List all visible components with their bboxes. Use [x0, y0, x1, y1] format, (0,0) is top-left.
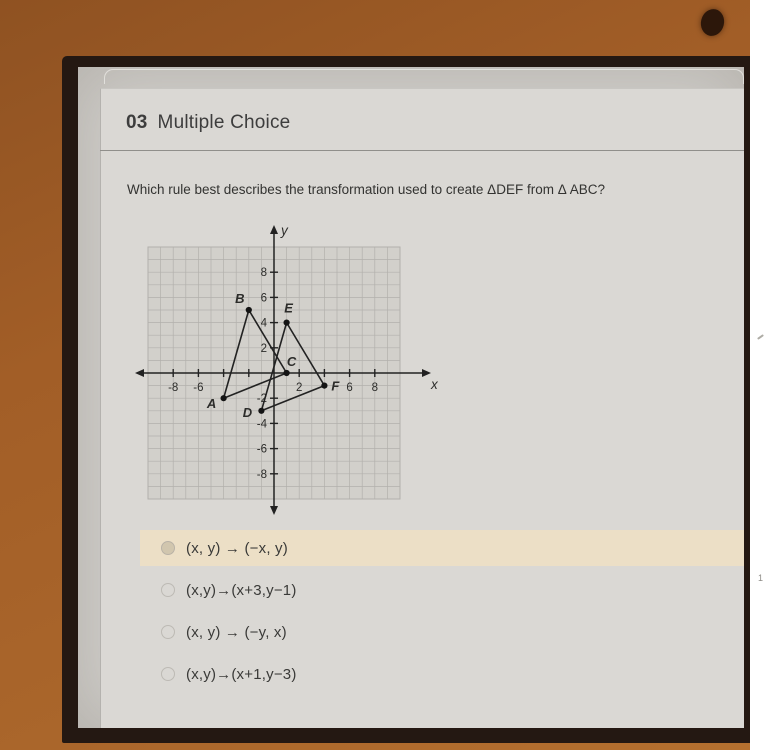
pencil-smudge	[757, 334, 764, 340]
wall-hole-dot	[698, 7, 727, 39]
svg-text:B: B	[235, 291, 245, 306]
svg-text:-8: -8	[256, 468, 267, 481]
coordinate-grid	[134, 215, 446, 521]
answer-option-1[interactable]	[140, 530, 744, 566]
question-header	[126, 103, 290, 143]
answer-options	[101, 530, 744, 698]
svg-text:8: 8	[260, 267, 267, 280]
svg-text:8: 8	[371, 382, 379, 394]
svg-text:-6: -6	[256, 443, 267, 456]
svg-text:-2: -2	[256, 393, 267, 406]
radio-button[interactable]	[161, 667, 175, 681]
radio-button[interactable]	[161, 625, 175, 639]
svg-text:6: 6	[260, 292, 267, 305]
radio-button[interactable]	[161, 541, 175, 555]
question-number: 03	[126, 112, 148, 133]
header-divider	[100, 150, 744, 151]
question-text: Which rule best describes the transformation used to create ΔDEF from Δ ABC?	[127, 182, 605, 197]
svg-text:A: A	[206, 396, 217, 412]
svg-text:x: x	[431, 377, 438, 392]
radio-button[interactable]	[161, 583, 175, 597]
coordinate-graph	[134, 215, 446, 521]
svg-text:y: y	[281, 223, 288, 238]
stray-mark: 1	[758, 573, 764, 583]
svg-text:-8: -8	[168, 382, 179, 394]
svg-text:2: 2	[260, 342, 267, 355]
screen-content	[78, 67, 764, 728]
svg-text:E: E	[284, 300, 293, 316]
svg-text:F: F	[331, 378, 340, 394]
svg-text:-6: -6	[193, 382, 204, 394]
browser-frame-edge	[104, 69, 744, 84]
svg-text:4: 4	[260, 317, 267, 330]
answer-option-3[interactable]	[101, 614, 744, 650]
option-label: (x, y) → (−x, y)	[186, 539, 288, 557]
svg-text:6: 6	[346, 382, 353, 394]
answer-option-4[interactable]	[101, 656, 744, 692]
option-label: (x,y)→(x+3,y−1)	[186, 581, 297, 599]
svg-text:D: D	[242, 404, 253, 420]
option-label: (x,y)→(x+1,y−3)	[186, 665, 297, 683]
answer-option-2[interactable]	[101, 572, 744, 608]
svg-text:2: 2	[295, 382, 303, 394]
option-label: (x, y) → (−y, x)	[186, 623, 287, 641]
svg-text:-4: -4	[256, 418, 267, 431]
svg-text:C: C	[286, 354, 297, 369]
question-card	[100, 88, 764, 728]
question-type-label: Multiple Choice	[157, 112, 291, 133]
